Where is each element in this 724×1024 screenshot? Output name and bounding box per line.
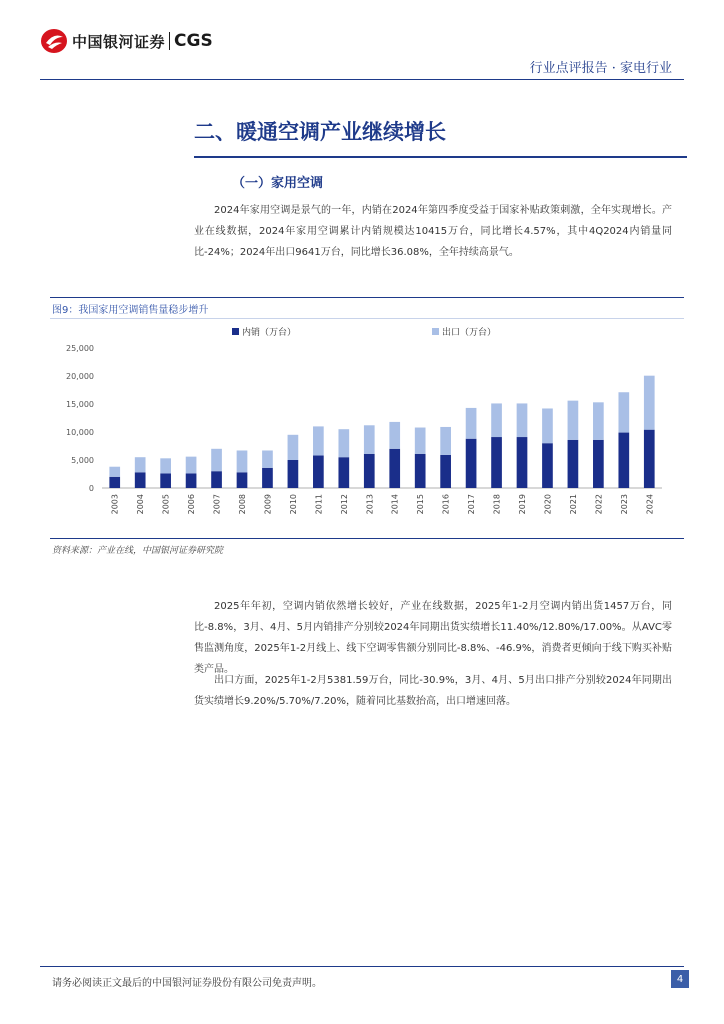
bar-domestic-2020 bbox=[542, 443, 553, 488]
bar-domestic-2012 bbox=[338, 457, 349, 488]
bar-export-2006 bbox=[186, 457, 197, 474]
bar-export-2018 bbox=[491, 403, 502, 437]
figure-top-divider bbox=[50, 297, 684, 298]
bar-export-2003 bbox=[109, 467, 120, 477]
x-tick-label: 2019 bbox=[518, 494, 527, 515]
x-tick-label: 2004 bbox=[136, 494, 146, 515]
bar-export-2014 bbox=[389, 422, 400, 449]
y-tick-label: 5,000 bbox=[71, 456, 94, 465]
x-tick-label: 2010 bbox=[288, 494, 298, 515]
bar-domestic-2009 bbox=[262, 468, 273, 488]
x-tick-label: 2024 bbox=[645, 494, 655, 515]
bar-export-2011 bbox=[313, 426, 324, 455]
bar-domestic-2019 bbox=[517, 437, 528, 488]
bar-export-2022 bbox=[593, 402, 604, 440]
figure-source: 资料来源：产业在线，中国银河证券研究院 bbox=[52, 546, 224, 556]
brand-logo bbox=[40, 28, 213, 54]
figure-caption-divider bbox=[50, 318, 684, 319]
brand-logo-icon bbox=[40, 28, 68, 54]
page-number: 4 bbox=[671, 970, 689, 988]
bar-export-2013 bbox=[364, 425, 375, 454]
bar-domestic-2014 bbox=[389, 449, 400, 488]
bar-domestic-2023 bbox=[618, 433, 629, 488]
x-tick-label: 2006 bbox=[187, 494, 197, 515]
bar-export-2016 bbox=[440, 427, 451, 455]
bar-export-2023 bbox=[618, 392, 629, 432]
legend-label-0: 内销（万台） bbox=[242, 328, 297, 338]
x-tick-label: 2017 bbox=[467, 494, 477, 515]
bar-domestic-2016 bbox=[440, 455, 451, 488]
bar-domestic-2015 bbox=[415, 454, 426, 488]
bar-export-2005 bbox=[160, 458, 171, 473]
x-tick-label: 2021 bbox=[568, 494, 578, 515]
x-tick-label: 2015 bbox=[416, 494, 426, 515]
section-title: 二、暖通空调产业继续增长 bbox=[194, 119, 446, 144]
x-tick-label: 2011 bbox=[314, 494, 324, 515]
bar-export-2020 bbox=[542, 408, 553, 443]
y-tick-label: 20,000 bbox=[66, 372, 94, 381]
x-tick-label: 2012 bbox=[339, 494, 349, 515]
x-tick-label: 2003 bbox=[110, 494, 120, 515]
bar-export-2010 bbox=[288, 435, 299, 460]
x-tick-label: 2008 bbox=[238, 494, 247, 515]
bar-domestic-2022 bbox=[593, 440, 604, 488]
y-tick-label: 0 bbox=[88, 484, 94, 493]
bar-export-2017 bbox=[466, 408, 477, 439]
bar-domestic-2004 bbox=[135, 472, 146, 488]
bar-export-2024 bbox=[644, 376, 655, 430]
x-tick-label: 2014 bbox=[390, 494, 400, 515]
subsection-title: （一）家用空调 bbox=[232, 176, 324, 191]
bar-domestic-2011 bbox=[313, 456, 324, 488]
figure-bottom-divider bbox=[50, 538, 684, 539]
legend-swatch-1 bbox=[432, 328, 439, 335]
x-tick-label: 2023 bbox=[619, 494, 629, 515]
logo-divider bbox=[169, 32, 170, 50]
x-tick-label: 2007 bbox=[212, 494, 222, 515]
report-type-label: 行业点评报告 · 家电行业 bbox=[529, 61, 672, 76]
x-tick-label: 2013 bbox=[365, 494, 375, 515]
sales-bar-chart bbox=[50, 322, 674, 537]
x-tick-label: 2005 bbox=[161, 494, 171, 515]
y-tick-label: 15,000 bbox=[66, 400, 94, 409]
bar-export-2012 bbox=[338, 429, 349, 457]
bar-export-2015 bbox=[415, 428, 426, 454]
legend-swatch-0 bbox=[232, 328, 239, 335]
bar-domestic-2003 bbox=[109, 477, 120, 488]
bar-domestic-2010 bbox=[288, 460, 299, 488]
bar-export-2008 bbox=[237, 450, 248, 472]
bar-domestic-2021 bbox=[568, 440, 579, 488]
bar-export-2004 bbox=[135, 457, 146, 472]
chart-x-axis bbox=[111, 494, 655, 514]
bar-domestic-2006 bbox=[186, 473, 197, 488]
chart-legend bbox=[232, 326, 496, 338]
footer-disclaimer: 请务必阅读正文最后的中国银河证券股份有限公司免责声明。 bbox=[52, 978, 322, 989]
paragraph-domestic: 2025年年初，空调内销依然增长较好，产业在线数据，2025年1-2月空调内销出货1457万台，同比-8.8%，3月、4月、5月内销排产分别较2024年同期出货实绩增长11.40%/12.80%/17.00%。从AVC零售监测角度，2025年1-2月线上、线下空调零售额分别同比-8.8%、-46.9%，消费者更倾向于线下购买补贴类产品。 bbox=[194, 601, 672, 675]
bar-export-2021 bbox=[568, 401, 579, 440]
footer-divider bbox=[40, 966, 684, 967]
bar-export-2007 bbox=[211, 449, 222, 471]
bar-export-2019 bbox=[517, 403, 528, 437]
x-tick-label: 2022 bbox=[594, 494, 604, 515]
bar-domestic-2008 bbox=[237, 472, 248, 488]
paragraph-export: 出口方面，2025年1-2月5381.59万台，同比-30.9%，3月、4月、5月出口排产分别较2024年同期出货实绩增长9.20%/5.70%/7.20%，随着同比基数抬高，出口增速回落。 bbox=[194, 675, 672, 707]
x-tick-label: 2016 bbox=[441, 494, 451, 515]
x-tick-label: 2018 bbox=[492, 494, 502, 515]
bar-domestic-2024 bbox=[644, 430, 655, 488]
section-divider bbox=[194, 156, 687, 158]
legend-label-1: 出口（万台） bbox=[442, 328, 497, 338]
logo-chinese-name: 中国银河证券 bbox=[72, 32, 166, 51]
y-tick-label: 10,000 bbox=[66, 428, 94, 437]
chart-bars bbox=[109, 376, 654, 488]
y-tick-label: 25,000 bbox=[66, 344, 94, 353]
x-tick-label: 2009 bbox=[263, 494, 273, 515]
paragraph-intro: 2024年家用空调是景气的一年，内销在2024年第四季度受益于国家补贴政策刺激，全年实现增长。产业在线数据，2024年家用空调累计内销规模达10415万台，同比增长4.57%，其中4Q2024内销量同比-24%；2024年出口9641万台，同比增长36.08%，全年持续高景气。 bbox=[194, 205, 672, 258]
x-tick-label: 2020 bbox=[543, 494, 553, 515]
bar-domestic-2007 bbox=[211, 471, 222, 488]
bar-domestic-2018 bbox=[491, 437, 502, 488]
bar-domestic-2005 bbox=[160, 473, 171, 488]
bar-export-2009 bbox=[262, 450, 273, 467]
figure-caption: 图9：我国家用空调销售量稳步增升 bbox=[52, 305, 209, 316]
header-divider bbox=[40, 79, 684, 80]
logo-english-name: CGS bbox=[174, 31, 213, 51]
bar-domestic-2013 bbox=[364, 454, 375, 488]
bar-domestic-2017 bbox=[466, 439, 477, 488]
